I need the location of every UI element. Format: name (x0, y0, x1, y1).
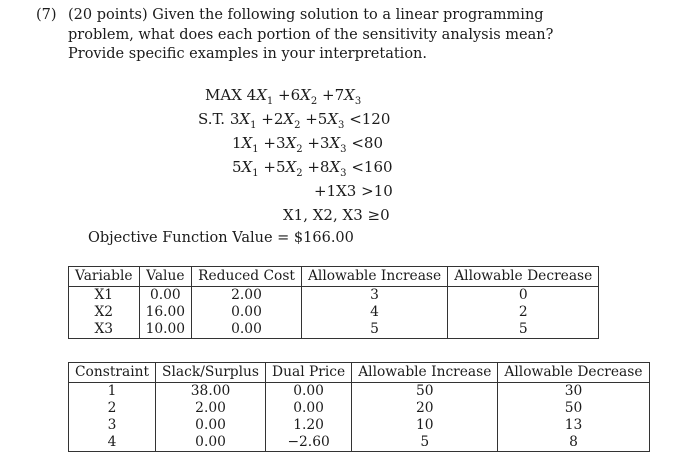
cell: 2.00 (192, 287, 302, 305)
constraints-header-row (69, 363, 650, 383)
cell: 38.00 (156, 383, 266, 401)
cell: 20 (352, 400, 498, 417)
cell: 1.20 (266, 417, 352, 434)
cell: 50 (352, 383, 498, 401)
obj-term-1: $4X_1$ (246, 86, 274, 107)
col-slack-surplus: Slack/Surplus (156, 363, 266, 383)
cell: 4 (301, 304, 447, 321)
cell: 10.00 (139, 321, 192, 339)
cell: 3 (301, 287, 447, 305)
nonnegativity: X1, X2, X3 ≥0 (283, 206, 390, 224)
cell: 4 (69, 434, 156, 452)
objective-function (205, 86, 361, 107)
col-reduced-cost: Reduced Cost (192, 267, 302, 287)
cell: −2.60 (266, 434, 352, 452)
cell: 1 (69, 383, 156, 401)
col-variable: Variable (69, 267, 140, 287)
question-block (36, 6, 600, 65)
col-allowable-increase: Allowable Increase (301, 267, 447, 287)
cell: 0.00 (192, 304, 302, 321)
cell: 3 (69, 417, 156, 434)
col-allowable-increase: Allowable Increase (352, 363, 498, 383)
st-label: S.T. (198, 110, 226, 128)
table-row (69, 287, 599, 305)
cell: 16.00 (139, 304, 192, 321)
cell: 50 (498, 400, 649, 417)
cell: 5 (448, 321, 599, 339)
cell: 0 (448, 287, 599, 305)
constraints-table (68, 362, 650, 452)
constraint-2: $1X_1 +3X_2 +3X_3 <80$ (232, 134, 383, 155)
col-value: Value (139, 267, 192, 287)
col-allowable-decrease: Allowable Decrease (448, 267, 599, 287)
table-row (69, 400, 650, 417)
cell: 30 (498, 383, 649, 401)
obj-term-2: $+6X_2$ (278, 86, 318, 107)
cell: 0.00 (266, 400, 352, 417)
constraint-3: $5X_1 +5X_2 +8X_3 <160$ (232, 158, 393, 179)
cell: X2 (69, 304, 140, 321)
cell: 10 (352, 417, 498, 434)
col-allowable-decrease: Allowable Decrease (498, 363, 649, 383)
cell: 0.00 (139, 287, 192, 305)
question-text: (20 points) Given the following solution to a linear programming problem, what does each portion of the sensitivity analysis mean? Provide specific examples in your interpretation. (68, 7, 554, 62)
cell: 2 (448, 304, 599, 321)
variables-table (68, 266, 599, 339)
objective-value: Objective Function Value = $166.00 (88, 230, 354, 246)
table-row (69, 321, 599, 339)
cell: 0.00 (156, 417, 266, 434)
cell: 0.00 (266, 383, 352, 401)
table-row (69, 304, 599, 321)
constraint-4: +1X3 >10 (314, 182, 393, 200)
cell: 0.00 (192, 321, 302, 339)
obj-term-3: $+7X_3$ (322, 86, 362, 107)
col-dual-price: Dual Price (266, 363, 352, 383)
cell: X1 (69, 287, 140, 305)
cell: 5 (301, 321, 447, 339)
cell: X3 (69, 321, 140, 339)
table-row (69, 434, 650, 452)
cell: 0.00 (156, 434, 266, 452)
question-number: (7) (36, 7, 57, 23)
constraint-1: S.T. $3X_1 +2X_2 +5X_3 <120$ (198, 110, 391, 131)
col-constraint: Constraint (69, 363, 156, 383)
objective-prefix: MAX (205, 86, 242, 104)
cell: 8 (498, 434, 649, 452)
variables-header-row (69, 267, 599, 287)
cell: 5 (352, 434, 498, 452)
table-row (69, 417, 650, 434)
table-row (69, 383, 650, 401)
cell: 2 (69, 400, 156, 417)
cell: 2.00 (156, 400, 266, 417)
cell: 13 (498, 417, 649, 434)
